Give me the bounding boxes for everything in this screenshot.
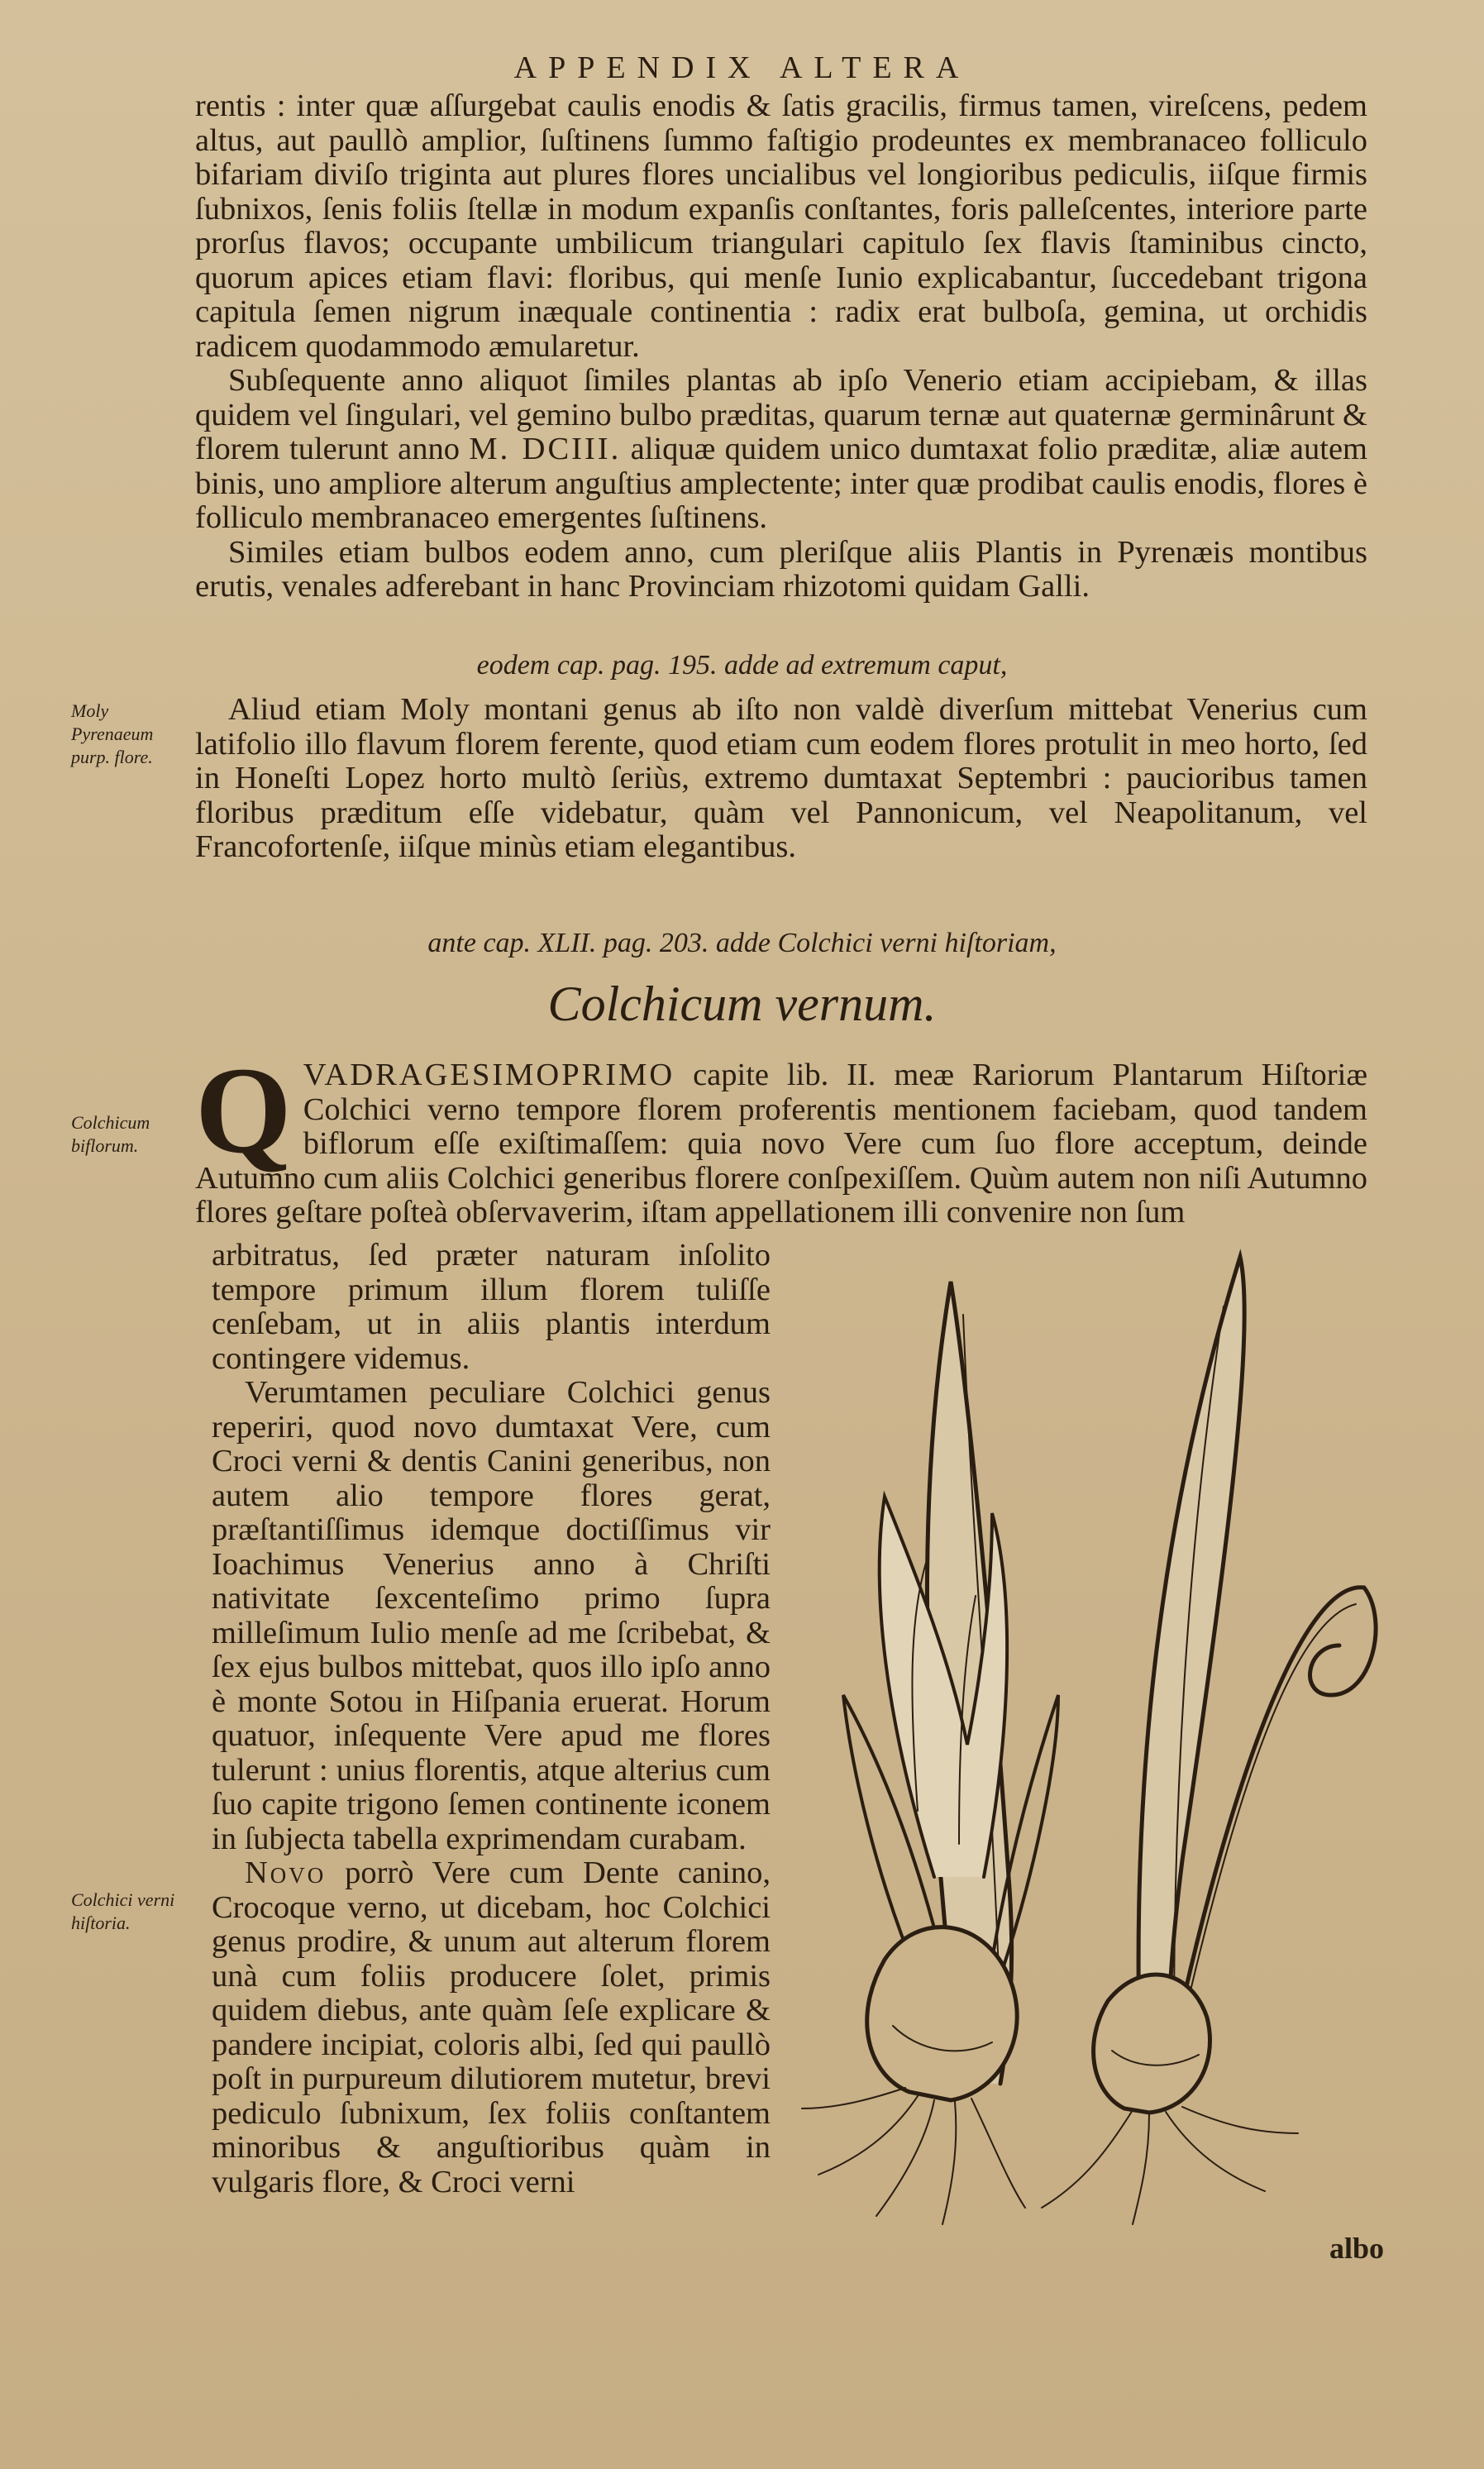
- margin-note-colchicum-biflorum: Colchicum biflorum.: [71, 1112, 150, 1156]
- paragraph-2-text-b: aliquæ quidem unico dumtaxat folio præditæ, aliæ autem binis, uno ampliore alterum anguſtius amplectente; inter quæ prodibat caulis enodis, flores è folliculo membranaceo emergentes ſuſtinens.: [195, 432, 1367, 535]
- paragraph-5-text: capite lib. II. meæ Rariorum Plantarum Hiſtoriæ Colchici verno tempore florem proferentis mentionem faciebam, quod tandem biflorum eſſe exiſtimaſſem: quia novo Vere cum ſuo flore acceptum, deinde Autumno cum aliis Colchici generibus florere conſpexiſſem. Quùm autem non niſi Autumno flores geſtare poſteà obſervaverim, iſtam appellationem illi convenire non ſum: [195, 1058, 1367, 1230]
- paragraph-2: [195, 364, 1367, 536]
- section-heading: Colchicum vernum.: [547, 977, 937, 1031]
- paragraph-4: Aliud etiam Moly montani genus ab iſto non valdè diverſum mittebat Venerius cum latifolio illo flavum florem ferente, quod etiam cum eodem flores protulit in meo horto, ſed in Honeſti Lopez horto multò ſeriùs, extremo dumtaxat Septembri : paucioribus tamen floribus præditum eſſe videbatur, quàm vel Pannonicum, vel Neapolitanum, vel Francofortenſe, iiſque minùs etiam elegantibus.: [195, 692, 1367, 864]
- narrow-column: [212, 1239, 771, 2199]
- catchword: albo: [1329, 2232, 1385, 2265]
- text-block-moly: [195, 693, 1367, 865]
- paragraph-7: [212, 1856, 771, 2199]
- paragraph-7-text: porrò Vere cum Dente canino, Crocoque verno, ut dicebam, hoc Colchici genus prodire, & unum aut alterum florem unà cum foliis producere ſolet, primis quidem diebus, ante quàm ſeſe explicare & pandere incipiat, coloris albi, ſed qui paullò poſt in purpureum dilutiorem mutetur, brevi pediculo ſubnixum, ſex foliis conſtantem minoribus & anguſtioribus quàm in vulgaris flore, & Croci verni: [212, 1855, 771, 2199]
- year-numeral: M. DCIII.: [469, 432, 622, 466]
- paragraph-2-text-a: Subſequente anno aliquot ſimiles plantas ab ipſo Venerio etiam accipiebam, & illas quidem vel ſingulari, vel gemino bulbo præditas, quarum ternæ aut quaternæ germinârunt & florem tulerunt anno: [195, 363, 1367, 466]
- paragraph-6-text: Verumtamen peculiare Colchici genus reperiri, quod novo dumtaxat Vere, cum Croci verni & dentis Canini generibus, non autem alio tempore flores gerat, præſtantiſſimus idemque doctiſſimus vir Ioachimus Venerius anno à Chriſti nativitate ſexcenteſimo primo ſupra milleſimum Iulio menſe ad me ſcribebat, & ſex ejus bulbos mittebat, quos illo ipſo anno è monte Sotou in Hiſpania eruerat. Horum quatuor, inſequente Vere apud me flores tulerunt : unius florentis, atque alterius cum ſuo capite trigono ſemen continente iconem in ſubjecta tabella exprimendam curabam.: [212, 1375, 771, 1856]
- rubric-cap-195: eodem cap. pag. 195. adde ad extremum caput,: [476, 650, 1008, 681]
- drop-cap-initial: Q: [195, 1042, 292, 1179]
- margin-note-colchici-historia: Colchici verni hiſtoria.: [71, 1889, 175, 1933]
- text-block-top: [195, 89, 1367, 604]
- paragraph-6: [212, 1376, 771, 1856]
- running-head: APPENDIX ALTERA: [513, 50, 971, 85]
- paragraph-5-continued: arbitratus, ſed præter naturam inſolito tempore primum illum florem tuliſſe cenſebam, ut in aliis plantis interdum contingere videmus.: [212, 1238, 771, 1376]
- paragraph-5-lead: VADRAGESIMOPRIMO: [303, 1058, 675, 1092]
- colchicum-woodcut-illustration: [794, 1232, 1389, 2233]
- text-block-colchicum: [195, 1042, 1367, 1230]
- rubric-cap-xlii: ante cap. XLII. pag. 203. adde Colchici verni hiſtoriam,: [427, 928, 1057, 958]
- paragraph-1: rentis : inter quæ aſſurgebat caulis enodis & ſatis gracilis, firmus tamen, vireſcens, pedem altus, aut paullò amplior, ſuſtinens ſummo faſtigio prodeuntes ex membranaceo folliculo bifariam diviſo triginta aut plures flores uncialibus vel longioribus pediculis, iiſque firmis ſubnixos, ſenis foliis ſtellæ in modum expanſis conſtantes, foris palleſcentes, interiore parte prorſus flavos; occupante umbilicum triangulari capitulo ſex flavis ſtaminibus cincto, quorum apices etiam flavi: floribus, qui menſe Iunio explicabantur, ſuccedebant trigona capitula ſemen nigrum inæquale continentia : radix erat bulboſa, gemina, ut orchidis radicem quodammodo æmularetur.: [195, 88, 1367, 364]
- paragraph-7-lead: Novo: [245, 1855, 327, 1890]
- margin-note-moly: Moly Pyrenaeum purp. flore.: [71, 700, 154, 767]
- paragraph-3: Similes etiam bulbos eodem anno, cum pleriſque aliis Plantis in Pyrenæis montibus erutis, venales adferebant in hanc Provinciam rhizotomi quidam Galli.: [195, 534, 1367, 604]
- paragraph-5: [195, 1042, 1367, 1230]
